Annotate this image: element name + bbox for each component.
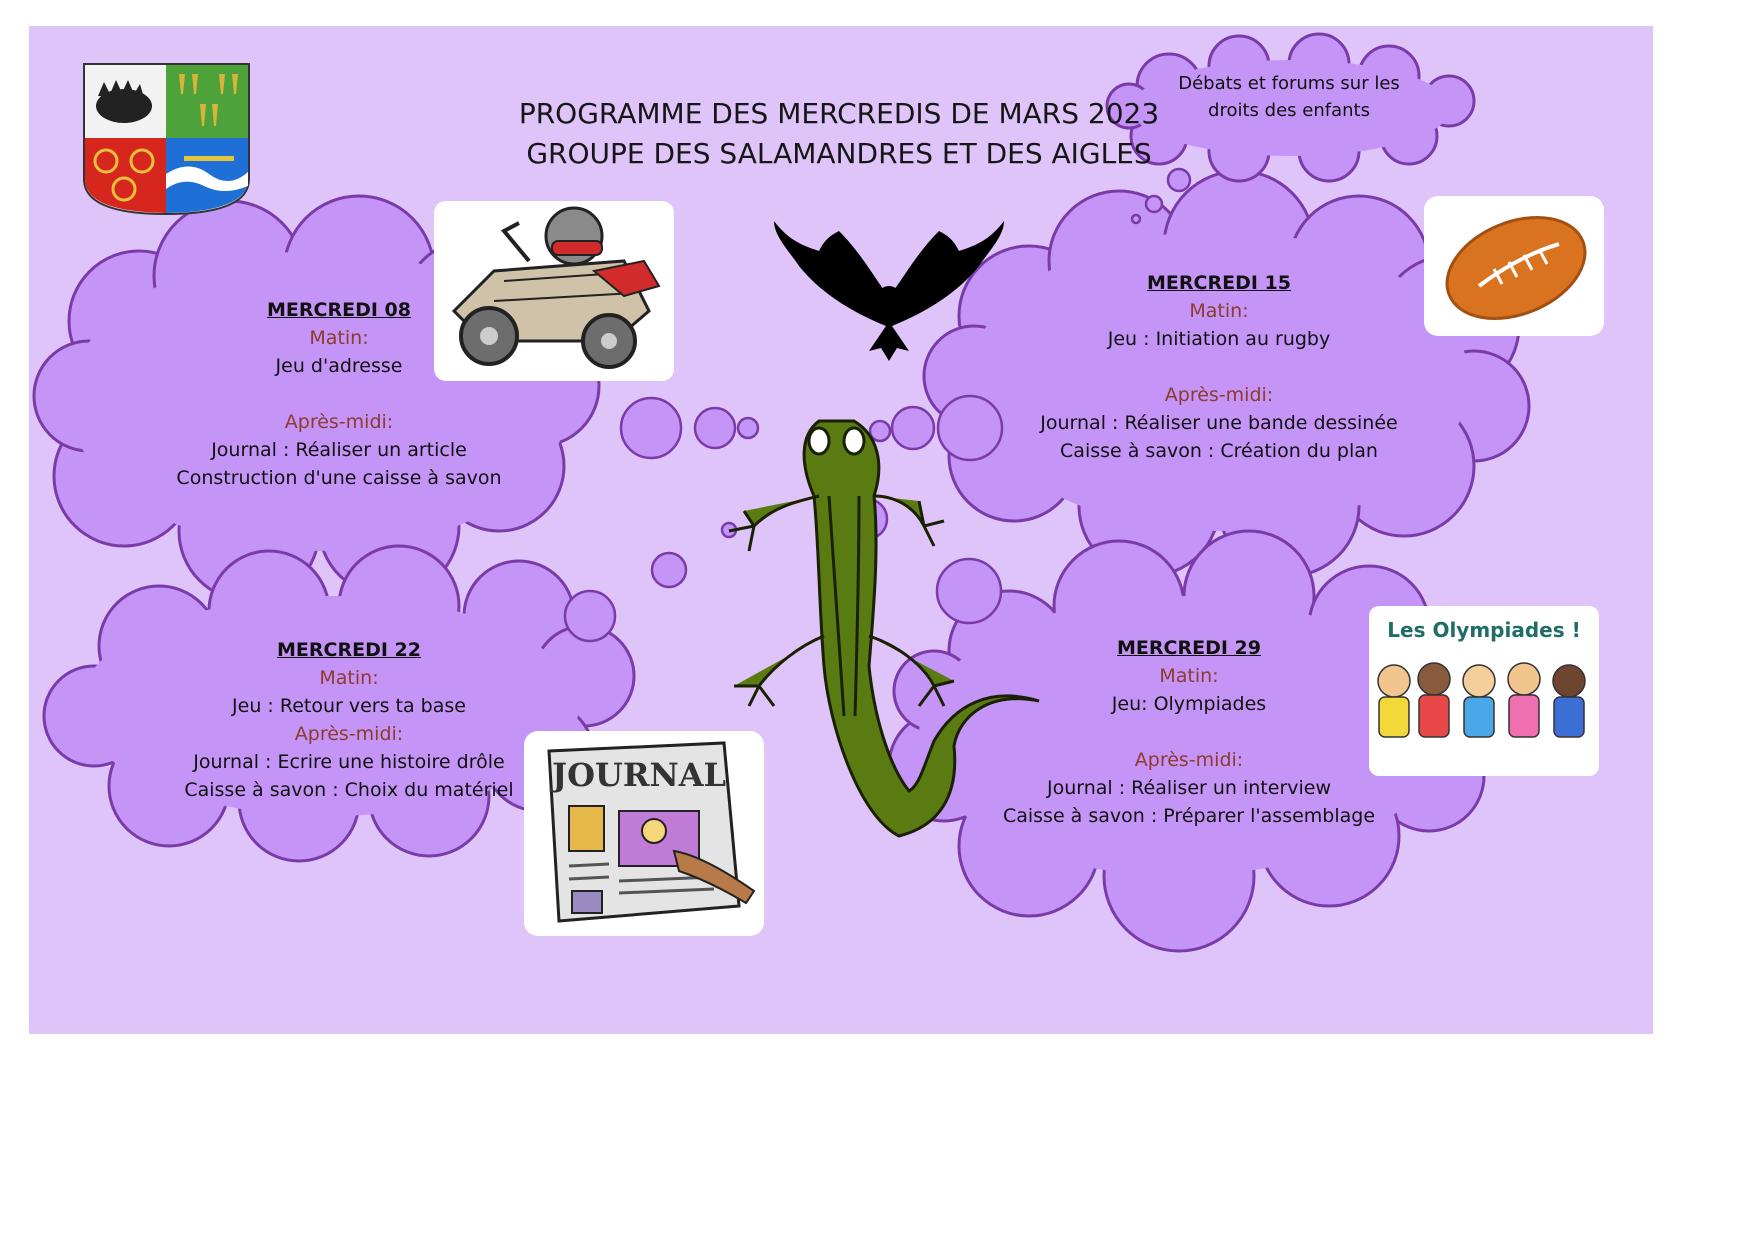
town-coat-of-arms-icon — [84, 64, 249, 214]
olympiades-caption: Les Olympiades ! — [1387, 618, 1581, 642]
afternoon-activity: Journal : Ecrire une histoire drôle — [193, 751, 505, 773]
schedule-mercredi-22 — [149, 636, 549, 804]
title-line-2: GROUPE DES SALAMANDRES ET DES AIGLES — [526, 137, 1152, 170]
day-heading: MERCREDI 22 — [277, 639, 421, 661]
newspaper-masthead: JOURNAL — [551, 756, 727, 794]
morning-label: Matin: — [1159, 665, 1219, 687]
morning-activity: Jeu : Retour vers ta base — [232, 695, 466, 717]
morning-activity: Jeu: Olympiades — [1111, 693, 1267, 715]
afternoon-activity: Caisse à savon : Préparer l'assemblage — [1002, 805, 1376, 827]
morning-activity: Jeu d'adresse — [275, 355, 403, 377]
title-line-1: PROGRAMME DES MERCREDIS DE MARS 2023 — [518, 97, 1160, 130]
schedule-mercredi-29 — [989, 634, 1389, 830]
thought-bubble-line-1: Débats et forums sur les — [1178, 73, 1400, 94]
thought-bubble-text — [1139, 70, 1439, 124]
poster-artwork — [29, 26, 1653, 1034]
thought-bubble-line-2: droits des enfants — [1208, 100, 1370, 121]
day-heading: MERCREDI 29 — [1117, 637, 1261, 659]
afternoon-activity: Journal : Réaliser un interview — [1046, 777, 1332, 799]
olympiades-children-icon — [1369, 606, 1599, 776]
afternoon-label: Après-midi: — [284, 411, 394, 433]
afternoon-activity: Construction d'une caisse à savon — [176, 467, 502, 489]
rugby-ball-icon — [1424, 196, 1604, 336]
afternoon-label: Après-midi: — [1164, 384, 1274, 406]
day-heading: MERCREDI 08 — [267, 299, 411, 321]
schedule-mercredi-15 — [1029, 269, 1409, 465]
afternoon-activity: Journal : Réaliser un article — [211, 439, 467, 461]
morning-label: Matin: — [309, 327, 369, 349]
afternoon-activity: Caisse à savon : Création du plan — [1060, 440, 1378, 462]
morning-label: Matin: — [319, 667, 379, 689]
morning-label: Matin: — [1189, 300, 1249, 322]
afternoon-label: Après-midi: — [294, 723, 404, 745]
poster — [29, 26, 1653, 1034]
afternoon-label: Après-midi: — [1134, 749, 1244, 771]
afternoon-activity: Caisse à savon : Choix du matériel — [184, 779, 514, 801]
morning-activity: Jeu : Initiation au rugby — [1107, 328, 1331, 350]
day-heading: MERCREDI 15 — [1147, 272, 1291, 294]
newspaper-icon — [524, 731, 764, 936]
soapbox-car-icon — [434, 201, 674, 381]
afternoon-activity: Journal : Réaliser une bande dessinée — [1040, 412, 1398, 434]
